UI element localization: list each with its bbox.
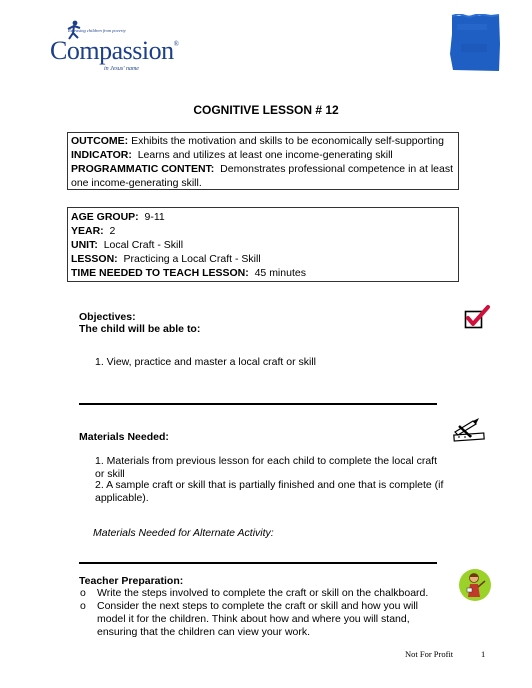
time-label: TIME NEEDED TO TEACH LESSON: <box>71 267 249 279</box>
objectives-heading: Objectives: <box>79 311 136 323</box>
bullet-marker: o <box>80 587 86 599</box>
lesson-label: LESSON: <box>71 253 118 265</box>
time-value: 45 minutes <box>254 267 306 279</box>
year-label: YEAR: <box>71 225 104 237</box>
teacher-prep-heading: Teacher Preparation: <box>79 575 184 587</box>
outcome-value: Exhibits the motivation and skills to be economically self-supporting <box>131 135 444 147</box>
age-group-value: 9-11 <box>144 211 165 223</box>
materials-item-2: 2. A sample craft or skill that is partially finished and one that is complete (if applicable). <box>95 479 444 504</box>
compassion-logo <box>48 20 179 72</box>
list-item <box>79 600 447 639</box>
outcome-label: OUTCOME: <box>71 135 129 147</box>
programmatic-value: Demonstrates professional competence in at least one income-generating skill. <box>71 163 454 189</box>
teacher-icon <box>458 567 492 603</box>
objective-item: 1. View, practice and master a local craft or skill <box>95 356 316 368</box>
logo-tagline: Releasing children from poverty <box>68 28 126 33</box>
teacher-prep-item-1: Write the steps involved to complete the craft or skill on the chalkboard. <box>97 587 429 599</box>
alternate-materials-heading: Materials Needed for Alternate Activity: <box>93 527 274 539</box>
unit-value: Local Craft - Skill <box>103 239 184 251</box>
checkbox-check-icon <box>464 305 490 329</box>
page-number: 1 <box>481 649 486 659</box>
materials-item-1: 1. Materials from previous lesson for each child to complete the local craft or skill <box>95 455 437 480</box>
logo-wordmark: Compassion® <box>50 36 179 65</box>
indicator-value: Learns and utilizes at least one income-generating skill <box>137 149 393 161</box>
section-divider <box>79 562 437 564</box>
lesson-title: COGNITIVE LESSON # 12 <box>193 103 339 117</box>
objectives-subheading: The child will be able to: <box>79 323 201 335</box>
year-value: 2 <box>109 225 116 237</box>
pencil-ruler-icon <box>451 418 487 444</box>
footer-label: Not For Profit <box>405 649 454 659</box>
lesson-value: Practicing a Local Craft - Skill <box>123 253 261 265</box>
indicator-label: INDICATOR: <box>71 149 132 161</box>
teacher-prep-list <box>79 587 447 639</box>
lesson-info-box <box>67 207 459 282</box>
unit-label: UNIT: <box>71 239 98 251</box>
bullet-marker: o <box>80 600 86 612</box>
outcome-box <box>67 132 459 190</box>
materials-heading: Materials Needed: <box>79 431 169 443</box>
section-divider <box>79 403 437 405</box>
blue-paint-patch <box>449 14 501 72</box>
age-group-label: AGE GROUP: <box>71 211 139 223</box>
list-item <box>79 587 447 600</box>
logo-subtitle: in Jesus' name <box>104 66 139 72</box>
teacher-prep-item-2: Consider the next steps to complete the craft or skill and how you will model it for the children. Think about how and where you will stand, ensuring that the children can view your work. <box>97 600 418 638</box>
programmatic-label: PROGRAMMATIC CONTENT: <box>71 163 215 175</box>
